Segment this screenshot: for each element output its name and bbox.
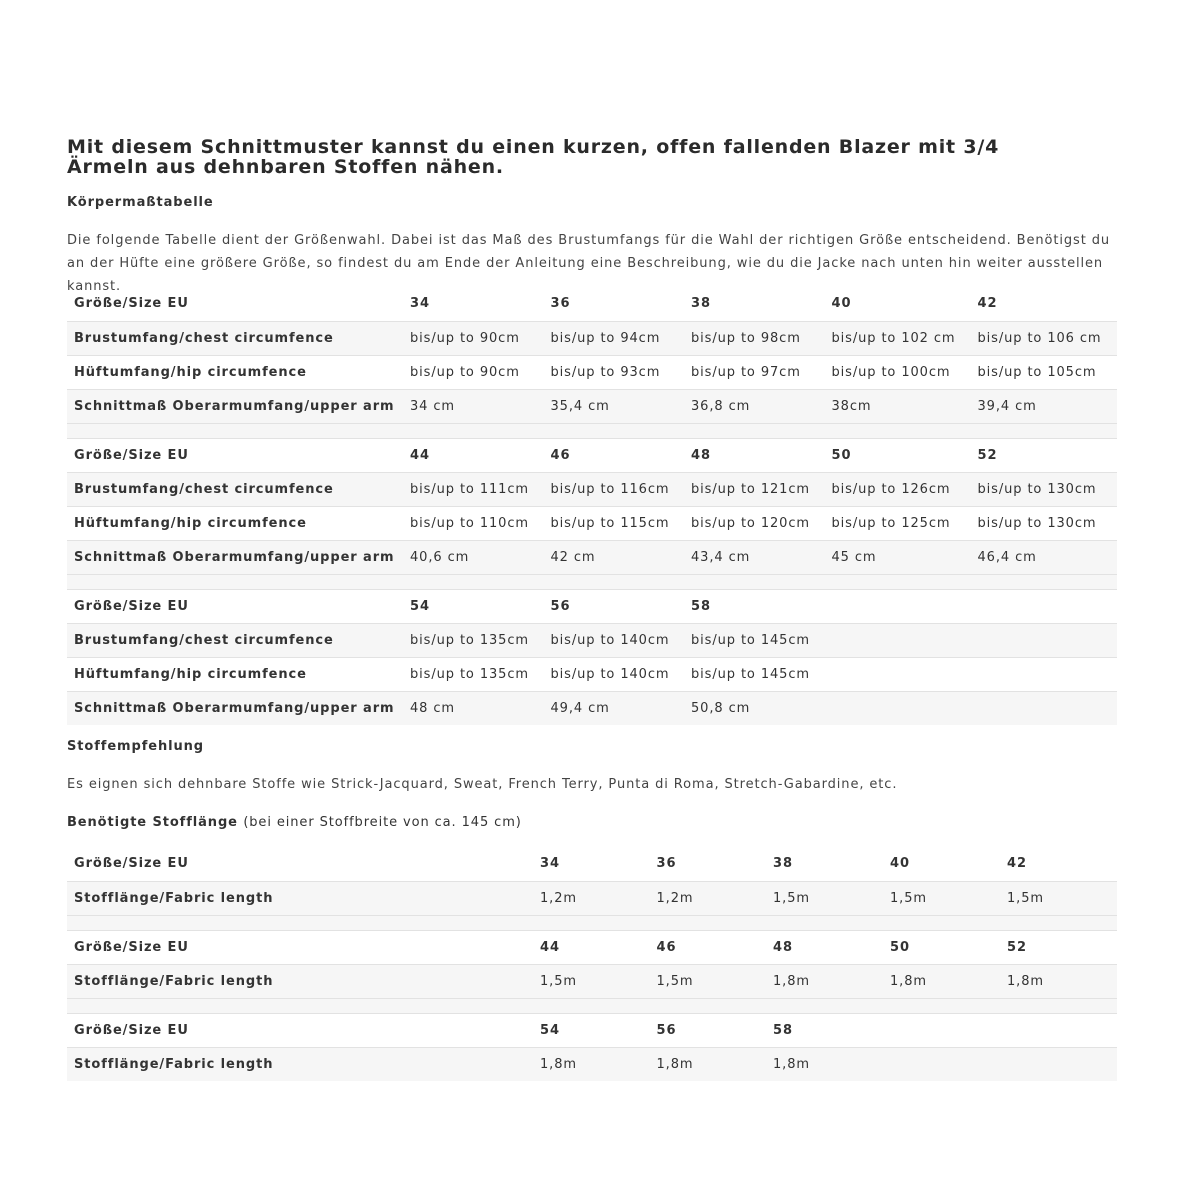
fabric-length-row: [67, 964, 1117, 998]
chest-row-cell: bis/up to 94cm: [544, 321, 685, 355]
fabric-size-row-cell: 46: [650, 930, 767, 964]
upper-arm-row-cell: 50,8 cm: [684, 691, 825, 725]
chest-row-cell: bis/up to 98cm: [684, 321, 825, 355]
hip-row-cell: [971, 657, 1118, 691]
chest-row-cell: [825, 623, 971, 657]
upper-arm-row-label: Schnittmaß Oberarmumfang/upper arm: [67, 540, 403, 574]
chest-row: [67, 623, 1117, 657]
chest-row-label: Brustumfang/chest circumfence: [67, 321, 403, 355]
fabric-size-row-cell: 56: [650, 1013, 767, 1047]
upper-arm-row: [67, 691, 1117, 725]
fabric-recommendation-heading: Stoffempfehlung: [67, 739, 204, 754]
body-measurements-heading: Körpermaßtabelle: [67, 195, 214, 210]
table-block-separator: [67, 915, 1117, 930]
fabric-length-row-cell: 1,8m: [766, 964, 883, 998]
hip-row-cell: bis/up to 125cm: [825, 506, 971, 540]
fabric-size-row-cell: 44: [533, 930, 650, 964]
fabric-length-row-cell: 1,8m: [650, 1047, 767, 1081]
upper-arm-row-label: Schnittmaß Oberarmumfang/upper arm: [67, 691, 403, 725]
chest-row-cell: bis/up to 130cm: [971, 472, 1118, 506]
fabric-size-row-cell: [883, 1013, 1000, 1047]
fabric-size-row-cell: 42: [1007, 856, 1027, 872]
upper-arm-row-cell: 36,8 cm: [684, 389, 825, 423]
chest-row-cell: bis/up to 116cm: [544, 472, 685, 506]
fabric-length-row-cell: [883, 1047, 1000, 1081]
chest-row-cell: [971, 623, 1118, 657]
fabric-size-row-cell: 48: [766, 930, 883, 964]
fabric-size-row: [67, 847, 1117, 881]
fabric-length-row-cell: 1,5m: [650, 964, 767, 998]
fabric-length-row-cell: 1,2m: [533, 881, 650, 915]
fabric-size-row: [67, 1013, 1117, 1047]
size-row-label: Größe/Size EU: [67, 589, 403, 623]
hip-row-cell: [825, 657, 971, 691]
chest-row-cell: bis/up to 106 cm: [971, 321, 1118, 355]
body-measurements-description: Die folgende Tabelle dient der Größenwahl. Dabei ist das Maß des Brustumfangs für die Wahl der richtigen Größe entscheidend. Benötigst du an der Hüfte eine größere Größe, so findest du am Ende der Anleitung eine Beschreibung, wie du die Jacke nach unten hin weiter ausstellen kannst.: [67, 233, 1111, 294]
fabric-size-row-cell: 34: [540, 856, 560, 872]
fabric-length-row-cell: 1,8m: [1000, 964, 1117, 998]
fabric-length-row-cell: 1,5m: [766, 881, 883, 915]
upper-arm-row: [67, 540, 1117, 574]
size-row: [67, 589, 1117, 623]
size-row-cell: 52: [971, 438, 1118, 472]
hip-row-label: Hüftumfang/hip circumfence: [67, 657, 403, 691]
upper-arm-row-cell: 45 cm: [825, 540, 971, 574]
hip-row-cell: bis/up to 97cm: [684, 355, 825, 389]
fabric-size-row-cell: 36: [656, 856, 677, 872]
hip-row: [67, 506, 1117, 540]
table-block-separator: [67, 423, 1117, 438]
fabric-length-row: [67, 1047, 1117, 1081]
fabric-length-row-cell: [1000, 1047, 1117, 1081]
upper-arm-row-cell: 34 cm: [403, 389, 544, 423]
size-row-cell: 56: [544, 589, 685, 623]
size-row-cell: 38: [691, 296, 711, 312]
upper-arm-row-cell: [825, 691, 971, 725]
fabric-length-heading-label: Benötigte Stofflänge: [67, 815, 238, 830]
upper-arm-row-cell: 49,4 cm: [544, 691, 685, 725]
upper-arm-row-cell: 39,4 cm: [971, 389, 1118, 423]
chest-row-cell: bis/up to 140cm: [544, 623, 685, 657]
size-row-cell: 44: [403, 438, 544, 472]
size-row: [67, 438, 1117, 472]
fabric-size-row-label: Größe/Size EU: [67, 930, 533, 964]
size-row-cell: 48: [684, 438, 825, 472]
hip-row-cell: bis/up to 93cm: [544, 355, 685, 389]
chest-row-label: Brustumfang/chest circumfence: [67, 623, 403, 657]
chest-row: [67, 321, 1117, 355]
fabric-length-heading-note: (bei einer Stoffbreite von ca. 145 cm): [243, 815, 522, 830]
upper-arm-row-cell: 48 cm: [403, 691, 544, 725]
chest-row-cell: bis/up to 102 cm: [825, 321, 971, 355]
table-block-separator: [67, 574, 1117, 589]
fabric-recommendation-text: Es eignen sich dehnbare Stoffe wie Strick-Jacquard, Sweat, French Terry, Punta di Roma, Stretch-Gabardine, etc.: [67, 777, 898, 792]
size-row-cell: 34: [410, 296, 430, 312]
size-row-label: Größe/Size EU: [67, 438, 403, 472]
fabric-length-row: [67, 881, 1117, 915]
fabric-length-row-cell: 1,5m: [883, 881, 1000, 915]
hip-row-cell: bis/up to 100cm: [825, 355, 971, 389]
hip-row-label: Hüftumfang/hip circumfence: [67, 506, 403, 540]
upper-arm-row-cell: 42 cm: [544, 540, 685, 574]
chest-row-cell: bis/up to 145cm: [684, 623, 825, 657]
upper-arm-row-cell: [971, 691, 1118, 725]
hip-row-label: Hüftumfang/hip circumfence: [67, 355, 403, 389]
size-row-cell: [825, 589, 971, 623]
hip-row-cell: bis/up to 140cm: [544, 657, 685, 691]
fabric-length-row-cell: 1,5m: [1000, 881, 1117, 915]
hip-row-cell: bis/up to 115cm: [544, 506, 685, 540]
hip-row-cell: bis/up to 120cm: [684, 506, 825, 540]
hip-row: [67, 657, 1117, 691]
fabric-length-row-cell: 1,8m: [766, 1047, 883, 1081]
chest-row: [67, 472, 1117, 506]
fabric-size-row-label: Größe/Size EU: [67, 1013, 533, 1047]
hip-row-cell: bis/up to 90cm: [403, 355, 544, 389]
fabric-length-row-cell: 1,8m: [533, 1047, 650, 1081]
fabric-length-row-cell: 1,5m: [533, 964, 650, 998]
fabric-length-row-label: Stofflänge/Fabric length: [67, 964, 533, 998]
fabric-size-row: [67, 930, 1117, 964]
chest-row-cell: bis/up to 135cm: [403, 623, 544, 657]
fabric-size-row-cell: 40: [890, 856, 910, 872]
fabric-length-row-label: Stofflänge/Fabric length: [67, 1047, 533, 1081]
upper-arm-row-cell: 40,6 cm: [403, 540, 544, 574]
table-block-separator: [67, 998, 1117, 1013]
upper-arm-row-cell: 46,4 cm: [971, 540, 1118, 574]
hip-row-cell: bis/up to 105cm: [971, 355, 1118, 389]
chest-row-cell: bis/up to 121cm: [684, 472, 825, 506]
hip-row-cell: bis/up to 135cm: [403, 657, 544, 691]
fabric-size-row-cell: [1000, 1013, 1117, 1047]
fabric-length-row-label: Stofflänge/Fabric length: [67, 881, 533, 915]
upper-arm-row-cell: 43,4 cm: [684, 540, 825, 574]
fabric-size-row-cell: 38: [773, 856, 793, 872]
size-row-cell: [971, 589, 1118, 623]
fabric-size-row-cell: 58: [766, 1013, 883, 1047]
upper-arm-row-cell: 38cm: [825, 389, 971, 423]
size-row-cell: 50: [825, 438, 971, 472]
upper-arm-row: [67, 389, 1117, 423]
hip-row-cell: bis/up to 130cm: [971, 506, 1118, 540]
fabric-size-row-label: Größe/Size EU: [74, 856, 189, 872]
upper-arm-row-cell: 35,4 cm: [544, 389, 685, 423]
size-row-cell: 36: [550, 296, 571, 312]
size-row-cell: 40: [831, 296, 852, 312]
size-row-cell: 46: [544, 438, 685, 472]
body-measurements-table: [67, 287, 1117, 725]
size-row-cell: 58: [684, 589, 825, 623]
fabric-size-row-cell: 54: [533, 1013, 650, 1047]
chest-row-cell: bis/up to 126cm: [825, 472, 971, 506]
chest-row-cell: bis/up to 90cm: [403, 321, 544, 355]
chest-row-cell: bis/up to 111cm: [403, 472, 544, 506]
size-row-label: Größe/Size EU: [74, 296, 189, 312]
fabric-length-heading: [67, 814, 522, 832]
hip-row: [67, 355, 1117, 389]
size-row: [67, 287, 1117, 321]
size-row-cell: 54: [403, 589, 544, 623]
upper-arm-row-label: Schnittmaß Oberarmumfang/upper arm: [67, 389, 403, 423]
fabric-length-row-cell: 1,8m: [883, 964, 1000, 998]
page-content: [67, 0, 1117, 1200]
fabric-length-table: [67, 847, 1117, 1081]
hip-row-cell: bis/up to 110cm: [403, 506, 544, 540]
fabric-size-row-cell: 50: [883, 930, 1000, 964]
fabric-size-row-cell: 52: [1000, 930, 1117, 964]
chest-row-label: Brustumfang/chest circumfence: [67, 472, 403, 506]
hip-row-cell: bis/up to 145cm: [684, 657, 825, 691]
size-row-cell: 42: [977, 296, 998, 312]
page-title: Mit diesem Schnittmuster kannst du einen kurzen, offen fallenden Blazer mit 3/4 Ärmeln aus dehnbaren Stoffen nähen.: [67, 136, 1000, 178]
fabric-length-row-cell: 1,2m: [650, 881, 767, 915]
